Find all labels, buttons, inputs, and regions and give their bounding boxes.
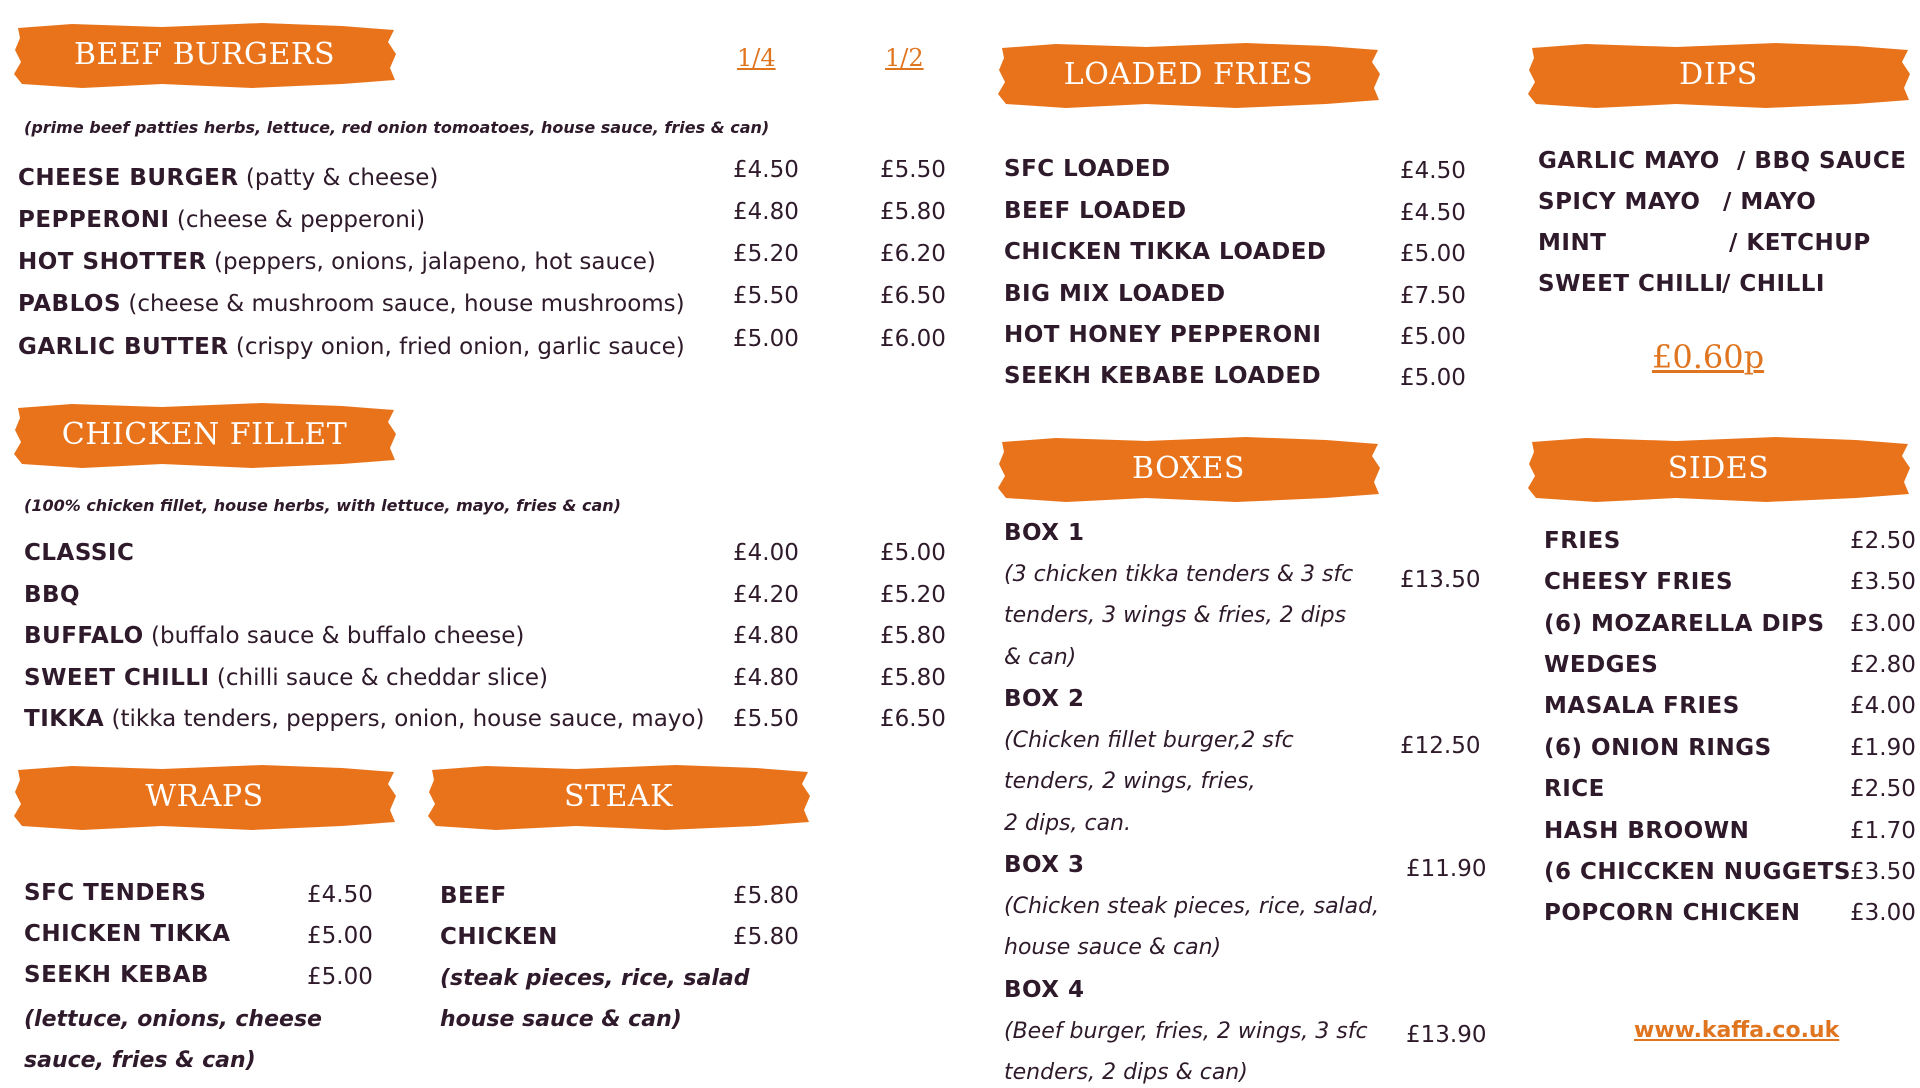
menu-item <box>24 663 548 693</box>
section-title: CHICKEN FILLET <box>61 416 348 452</box>
menu-item-price: £3.50 <box>1850 569 1916 595</box>
menu-item <box>18 332 685 362</box>
beef-burgers-description: (prime beef patties herbs, lettuce, red onion tomoatoes, house sauce, fries & can) <box>24 118 770 137</box>
menu-item <box>24 538 134 568</box>
price-half: £6.00 <box>880 326 946 352</box>
menu-item <box>18 205 425 235</box>
price-quarter: £5.50 <box>733 283 799 309</box>
box-name: BOX 2 <box>1004 686 1085 712</box>
price-quarter: £5.50 <box>733 706 799 732</box>
menu-item-name: CHEESY FRIES <box>1544 569 1734 595</box>
menu-item <box>24 580 80 610</box>
section-title: BEEF BURGERS <box>73 36 336 72</box>
box-price: £13.50 <box>1400 567 1481 593</box>
menu-item-name: SFC TENDERS <box>24 880 207 906</box>
price-half: £5.20 <box>880 582 946 608</box>
section-title: BOXES <box>1132 450 1245 486</box>
menu-item-detail: (crispy onion, fried onion, garlic sauce) <box>228 334 685 360</box>
menu-item-detail: (cheese & mushroom sauce, house mushrooms) <box>121 291 685 317</box>
dip-right: / KETCHUP <box>1729 230 1871 256</box>
menu-item <box>18 163 438 193</box>
section-title: STEAK <box>563 778 674 814</box>
menu-item-name: POPCORN CHICKEN <box>1544 900 1801 926</box>
price-half: £5.50 <box>880 157 946 183</box>
steak-banner <box>426 760 811 832</box>
box-description: tenders, 3 wings & fries, 2 dips <box>1004 603 1347 628</box>
wraps-note: sauce, fries & can) <box>24 1048 256 1073</box>
menu-item-name: HOT HONEY PEPPERONI <box>1004 322 1322 348</box>
price-half: £6.20 <box>880 241 946 267</box>
box-description: tenders, 2 dips & can) <box>1004 1060 1248 1085</box>
menu-item-price: £5.00 <box>307 923 373 949</box>
menu-item-price: £5.00 <box>1400 324 1466 350</box>
menu-item-name: GARLIC BUTTER <box>18 334 229 360</box>
chicken-fillet-banner <box>12 398 397 470</box>
chicken-fillet-description: (100% chicken fillet, house herbs, with lettuce, mayo, fries & can) <box>24 496 621 515</box>
boxes-banner <box>996 432 1381 504</box>
price-quarter: £5.20 <box>733 241 799 267</box>
menu-item-name: BEEF <box>440 883 507 909</box>
menu-item-name: MASALA FRIES <box>1544 693 1740 719</box>
menu-item-name: BUFFALO <box>24 623 144 649</box>
menu-item-price: £4.00 <box>1850 693 1916 719</box>
menu-item-name: CHICKEN TIKKA <box>24 921 231 947</box>
box-description: (Chicken steak pieces, rice, salad, <box>1004 894 1380 919</box>
menu-item-price: £3.00 <box>1850 900 1916 926</box>
menu-item-price: £5.00 <box>307 964 373 990</box>
menu-item-price: £4.50 <box>1400 158 1466 184</box>
menu-item-price: £5.00 <box>1400 241 1466 267</box>
menu-item-detail: (chilli sauce & cheddar slice) <box>209 665 548 691</box>
price-half: £5.80 <box>880 623 946 649</box>
menu-item <box>18 247 656 277</box>
box-price: £13.90 <box>1406 1022 1487 1048</box>
menu-item-name: WEDGES <box>1544 652 1659 678</box>
menu-item-name: (6) MOZARELLA DIPS <box>1544 611 1825 637</box>
menu-item-name: CHICKEN TIKKA LOADED <box>1004 239 1327 265</box>
menu-item-price: £3.50 <box>1850 859 1916 885</box>
loaded-fries-banner <box>996 38 1381 110</box>
half-column-header: 1/2 <box>885 44 924 72</box>
section-title: DIPS <box>1679 56 1758 92</box>
section-title: SIDES <box>1667 450 1770 486</box>
price-half: £5.80 <box>880 665 946 691</box>
quarter-column-header: 1/4 <box>737 44 776 72</box>
menu-item-name: SEEKH KEBAB <box>24 962 209 988</box>
menu-item-detail: (tikka tenders, peppers, onion, house sauce, mayo) <box>104 706 705 732</box>
menu-item-name: HASH BROOWN <box>1544 818 1750 844</box>
menu-item-name: CHEESE BURGER <box>18 165 239 191</box>
wraps-note: (lettuce, onions, cheese <box>24 1007 322 1032</box>
beef-burgers-banner <box>12 18 397 90</box>
price-half: £5.00 <box>880 540 946 566</box>
dip-left: GARLIC MAYO <box>1538 148 1720 174</box>
menu-item-price: £4.50 <box>1400 200 1466 226</box>
dip-right: / CHILLI <box>1722 271 1825 297</box>
menu-item-price: £3.00 <box>1850 611 1916 637</box>
menu-item-price: £2.50 <box>1850 776 1916 802</box>
menu-item-detail: (cheese & pepperoni) <box>169 207 426 233</box>
menu-item-price: £5.80 <box>733 924 799 950</box>
menu-item-name: FRIES <box>1544 528 1621 554</box>
menu-item-price: £4.50 <box>307 882 373 908</box>
menu-item-detail: (patty & cheese) <box>238 165 439 191</box>
box-description: & can) <box>1004 645 1077 670</box>
menu-item-price: £2.80 <box>1850 652 1916 678</box>
steak-note: house sauce & can) <box>440 1007 682 1032</box>
website-link[interactable]: www.kaffa.co.uk <box>1634 1018 1840 1043</box>
box-name: BOX 1 <box>1004 520 1085 546</box>
dip-right: / MAYO <box>1723 189 1817 215</box>
box-description: (Chicken fillet burger,2 sfc <box>1004 728 1294 753</box>
price-half: £6.50 <box>880 706 946 732</box>
box-description: 2 dips, can. <box>1004 811 1131 836</box>
menu-item-name: (6 CHICCKEN NUGGETS <box>1544 859 1851 885</box>
box-price: £11.90 <box>1406 856 1487 882</box>
section-title: LOADED FRIES <box>1063 56 1314 92</box>
box-description: (3 chicken tikka tenders & 3 sfc <box>1004 562 1354 587</box>
menu-item-price: £5.00 <box>1400 365 1466 391</box>
steak-note: (steak pieces, rice, salad <box>440 966 750 991</box>
menu-item-name: PEPPERONI <box>18 207 170 233</box>
dips-banner <box>1526 38 1911 110</box>
price-quarter: £4.00 <box>733 540 799 566</box>
price-quarter: £5.00 <box>733 326 799 352</box>
menu-item-name: SEEKH KEBABE LOADED <box>1004 363 1322 389</box>
menu-item-price: £5.80 <box>733 883 799 909</box>
menu-item-name: BEEF LOADED <box>1004 198 1187 224</box>
menu-item-name: BIG MIX LOADED <box>1004 281 1226 307</box>
menu-item-detail: (buffalo sauce & buffalo cheese) <box>143 623 525 649</box>
menu-item <box>18 289 685 319</box>
wraps-banner <box>12 760 397 832</box>
menu-item-name: PABLOS <box>18 291 122 317</box>
menu-item-name: SFC LOADED <box>1004 156 1171 182</box>
menu-item-price: £1.90 <box>1850 735 1916 761</box>
menu-item <box>24 621 524 651</box>
menu-item-price: £7.50 <box>1400 283 1466 309</box>
box-name: BOX 3 <box>1004 852 1085 878</box>
menu-item-name: SWEET CHILLI <box>24 665 210 691</box>
menu-item-detail: (peppers, onions, jalapeno, hot sauce) <box>206 249 656 275</box>
menu-item-name: CHICKEN <box>440 924 558 950</box>
price-half: £5.80 <box>880 199 946 225</box>
dip-left: SWEET CHILLI <box>1538 271 1724 297</box>
menu-item-name: (6) ONION RINGS <box>1544 735 1772 761</box>
box-name: BOX 4 <box>1004 977 1085 1003</box>
box-description: tenders, 2 wings, fries, <box>1004 769 1256 794</box>
menu-item <box>24 704 704 734</box>
box-description: house sauce & can) <box>1004 935 1222 960</box>
menu-item-price: £1.70 <box>1850 818 1916 844</box>
menu-item-name: TIKKA <box>24 706 105 732</box>
dip-right: / BBQ SAUCE <box>1737 148 1907 174</box>
menu-item-name: CLASSIC <box>24 540 135 566</box>
price-quarter: £4.80 <box>733 199 799 225</box>
menu-item-name: HOT SHOTTER <box>18 249 207 275</box>
box-price: £12.50 <box>1400 733 1481 759</box>
price-quarter: £4.80 <box>733 623 799 649</box>
dip-left: MINT <box>1538 230 1607 256</box>
price-quarter: £4.50 <box>733 157 799 183</box>
dip-left: SPICY MAYO <box>1538 189 1701 215</box>
menu-item-price: £2.50 <box>1850 528 1916 554</box>
menu-item-name: BBQ <box>24 582 81 608</box>
box-description: (Beef burger, fries, 2 wings, 3 sfc <box>1004 1019 1368 1044</box>
menu-item-name: RICE <box>1544 776 1605 802</box>
dips-price: £0.60p <box>1652 338 1765 376</box>
price-quarter: £4.20 <box>733 582 799 608</box>
price-half: £6.50 <box>880 283 946 309</box>
price-quarter: £4.80 <box>733 665 799 691</box>
sides-banner <box>1526 432 1911 504</box>
section-title: WRAPS <box>145 778 264 814</box>
